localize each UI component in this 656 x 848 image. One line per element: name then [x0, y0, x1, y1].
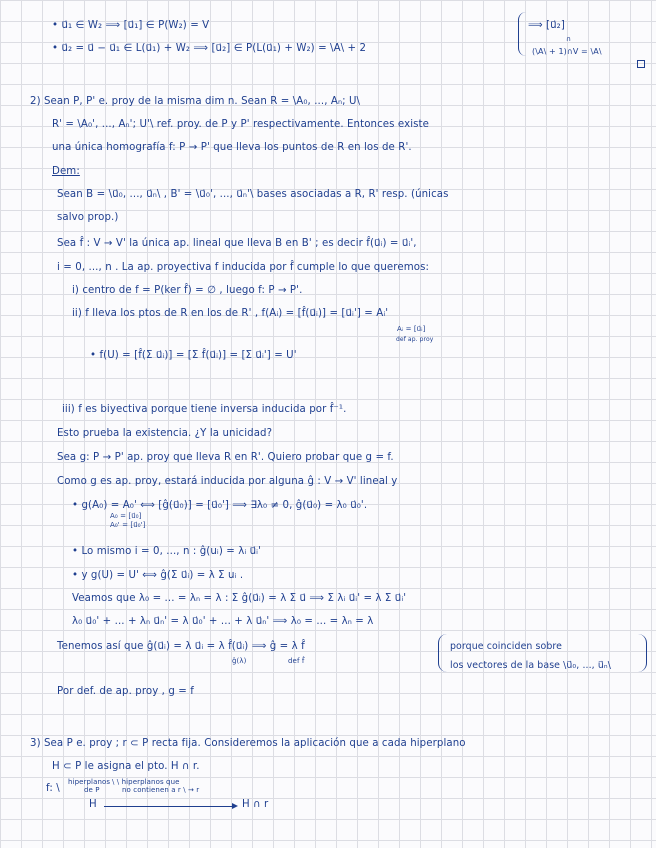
uniqueness-g-A0-note-1: A₀ = [u⃗₀]	[110, 512, 142, 520]
proof-conclusion: Por def. de ap. proy , g = f	[57, 686, 194, 697]
sec2-statement-2: R' = \A₀', ..., Aₙ'; U'\ ref. proy. de P y P' respectivamente. Entonces existe	[52, 119, 430, 130]
map-domain-label: hiperplanos	[68, 778, 111, 786]
map-codomain-label-2: no contienen a r \ → r	[122, 786, 200, 794]
map-f-label: f: \	[46, 783, 60, 794]
proof-heading: Dem:	[52, 166, 80, 177]
map-domain-label-2: de P	[84, 786, 100, 794]
map-image: H ∩ r	[242, 799, 269, 810]
proof-linear-map-2: i = 0, ..., n . La ap. proyectiva f inducida por f̂ cumple lo que queremos:	[57, 262, 430, 273]
proof-bases-1: Sean B = \u⃗₀, ..., u⃗ₙ\ , B' = \u⃗₀', ..., u⃗ₙ'\ bases asociadas a R, R' resp. (únicas	[57, 189, 449, 200]
proof-item-ii-note-1: Aᵢ = [u⃗ᵢ]	[397, 325, 426, 333]
uniqueness-2: Como g es ap. proy, estará inducida por alguna ĝ : V → V' lineal y	[57, 476, 398, 487]
top-right-result: (\A\ + 1)∩V = \A\	[532, 47, 602, 56]
uniqueness-g-A0: • g(A₀) = A₀' ⟺ [ĝ(u⃗₀)] = [u⃗₀'] ⟹ ∃λ₀ ≠ 0, ĝ(u⃗₀) = λ₀ u⃗₀'.	[72, 500, 368, 511]
uniqueness-unit-point: • y g(U) = U' ⟺ ĝ(Σ u⃗ᵢ) = λ Σ uᵢ .	[72, 570, 244, 581]
sec2-statement-3: una única homografía f: P → P' que lleva los puntos de R en los de R'.	[52, 142, 412, 153]
uniqueness-1: Sea g: P → P' ap. proy que lleva R en R'. Quiero probar que g = f.	[57, 452, 394, 463]
top-right-intersection: ∩	[566, 35, 572, 43]
map-arrow-line	[104, 806, 234, 807]
proof-linear-map-1: Sea f̂ : V → V' la única ap. lineal que lleva B en B' ; es decir f̂(u⃗ᵢ) = u⃗ᵢ',	[57, 238, 417, 249]
proof-bases-2: salvo prop.)	[57, 212, 119, 223]
uniqueness-all-points: • Lo mismo i = 0, ..., n : ĝ(uᵢ) = λᵢ u⃗ᵢ'	[72, 546, 262, 557]
paren-right	[638, 634, 647, 672]
proof-item-iii: iii) f es biyectiva porque tiene inversa inducida por f̂⁻¹.	[62, 404, 347, 415]
qed-box	[637, 60, 645, 68]
proof-item-ii: ii) f lleva los ptos de R en los de R' , f(Aᵢ) = [f̂(u⃗ᵢ)] = [u⃗ᵢ'] = Aᵢ'	[72, 308, 389, 319]
right-brace	[518, 12, 527, 56]
top-line-1: • u⃗₁ ∈ W₂ ⟹ [u⃗₁] ∈ P(W₂) = V	[52, 20, 210, 31]
map-H: H	[89, 799, 97, 810]
proof-unit-point-equation: • f(U) = [f̂(Σ u⃗ᵢ)] = [Σ f̂(u⃗ᵢ)] = [Σ u⃗ᵢ'] = U'	[90, 350, 297, 361]
lambdas-equal-1: Veamos que λ₀ = ... = λₙ = λ : Σ ĝ(u⃗ᵢ) = λ Σ u⃗ ⟹ Σ λᵢ u⃗ᵢ' = λ Σ u⃗ᵢ'	[72, 593, 407, 604]
uniqueness-g-A0-note-2: A₀' = [u⃗₀']	[110, 521, 146, 529]
map-codomain-label: \ \ hiperplanos que	[112, 778, 180, 786]
top-line-2: • u⃗₂ = u⃗ − u⃗₁ ∈ L(u⃗₁) + W₂ ⟹ [u⃗₂] ∈ P(L(u⃗₁) + W₂) = \A\ + 2	[52, 43, 367, 54]
proof-existence: Esto prueba la existencia. ¿Y la unicidad?	[57, 428, 273, 439]
sec2-statement-1: 2) Sean P, P' e. proy de la misma dim n. Sean R = \A₀, ..., Aₙ; U\	[30, 96, 361, 107]
top-right-implication: ⟹ [u⃗₂]	[528, 20, 565, 31]
conclusion-note-2: def f̂	[288, 657, 305, 665]
paren-note-2: los vectores de la base \u⃗₀, ..., u⃗ₙ\	[450, 660, 611, 671]
proof-item-i: i) centro de f = P(ker f̂) = ∅ , luego f: P → P'.	[72, 285, 303, 296]
lambdas-equal-2: λ₀ u⃗₀' + ... + λₙ u⃗ₙ' = λ u⃗₀' + ... + λ u⃗ₙ' ⟹ λ₀ = ... = λₙ = λ	[72, 616, 374, 627]
proof-item-ii-note-2: def ap. proy	[396, 336, 434, 343]
paren-left	[438, 634, 447, 672]
conclusion-note-1: ĝ(λ)	[232, 657, 247, 665]
sec3-statement-2: H ⊂ P le asigna el pto. H ∩ r.	[52, 761, 200, 772]
paren-note-1: porque coinciden sobre	[450, 641, 563, 652]
conclusion-line: Tenemos así que ĝ(u⃗ᵢ) = λ u⃗ᵢ = λ f̂(u⃗ᵢ) ⟹ ĝ = λ f̂	[57, 641, 305, 652]
map-arrow-head	[232, 803, 238, 809]
sec3-statement-1: 3) Sea P e. proy ; r ⊂ P recta fija. Consideremos la aplicación que a cada hiperplano	[30, 738, 466, 749]
